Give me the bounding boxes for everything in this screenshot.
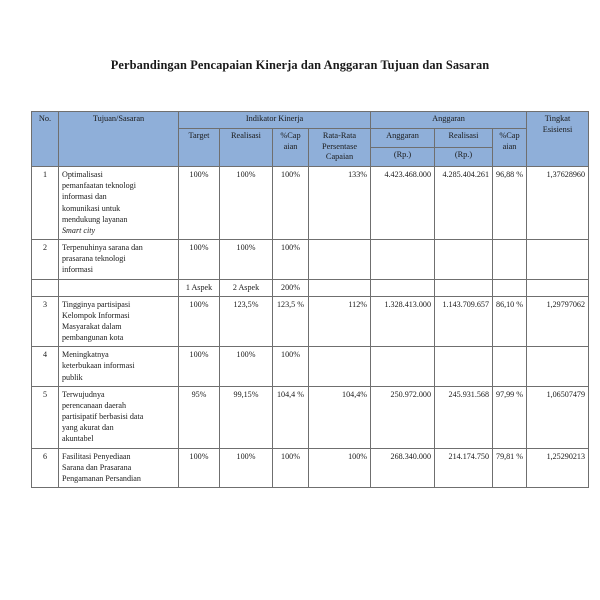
cell-tujuan xyxy=(59,347,179,386)
cell-capaian: 104,4 % xyxy=(273,386,309,448)
cell-anggaran_capaian xyxy=(493,240,527,279)
cell-tingkat_efisiensi xyxy=(527,240,589,279)
cell-target: 100% xyxy=(179,448,220,487)
cell-no: 3 xyxy=(32,296,59,347)
table-row xyxy=(32,167,589,240)
cell-anggaran_realisasi: 245.931.568 xyxy=(435,386,493,448)
tujuan-line: keterbukaan informasi xyxy=(62,361,135,371)
page-title: Perbandingan Pencapaian Kinerja dan Anggaran Tujuan dan Sasaran xyxy=(110,58,490,72)
header-cell-anggaran-realisasi-nama: Realisasi xyxy=(435,128,493,147)
cell-realisasi: 100% xyxy=(220,347,273,386)
table-row xyxy=(32,296,589,347)
cell-tujuan xyxy=(59,240,179,279)
header-row-groups xyxy=(32,112,589,129)
header-cell-tingkat-efisiensi: Tingkat Esisiensi xyxy=(527,112,589,167)
tujuan-line: Tingginya partisipasi xyxy=(62,299,131,309)
tujuan-line: Meningkatnya xyxy=(62,350,109,360)
cell-target: 100% xyxy=(179,347,220,386)
cell-no: 1 xyxy=(32,167,59,240)
table-header xyxy=(32,112,589,167)
tujuan-line: Pengamanan Persandian xyxy=(62,473,141,483)
cell-tingkat_efisiensi xyxy=(527,279,589,296)
cell-anggaran_capaian: 86,10 % xyxy=(493,296,527,347)
header-cell-anggaran-nama: Anggaran xyxy=(371,128,435,147)
header-group-anggaran: Anggaran xyxy=(371,112,527,129)
cell-realisasi: 2 Aspek xyxy=(220,279,273,296)
tujuan-line: yang akurat dan xyxy=(62,423,114,433)
cell-capaian: 123,5 % xyxy=(273,296,309,347)
table-body xyxy=(32,167,589,488)
table-row xyxy=(32,347,589,386)
header-cell-anggaran-realisasi-satuan: (Rp.) xyxy=(435,147,493,166)
cell-rata_rata: 104,4% xyxy=(309,386,371,448)
header-cell-persen-capaian: %Cap aian xyxy=(273,128,309,166)
cell-no: 5 xyxy=(32,386,59,448)
tujuan-line: partisipatif berbasisi data xyxy=(62,412,144,422)
cell-anggaran_capaian: 96,88 % xyxy=(493,167,527,240)
header-group-indikator-kinerja: Indikator Kinerja xyxy=(179,112,371,129)
cell-capaian: 100% xyxy=(273,448,309,487)
cell-anggaran: 4.423.468.000 xyxy=(371,167,435,240)
cell-anggaran_realisasi xyxy=(435,240,493,279)
cell-capaian: 100% xyxy=(273,347,309,386)
cell-anggaran: 268.340.000 xyxy=(371,448,435,487)
tujuan-line: Terwujudnya xyxy=(62,389,105,399)
tujuan-line: komunikasi untuk xyxy=(62,203,121,213)
cell-capaian: 200% xyxy=(273,279,309,296)
cell-no: 2 xyxy=(32,240,59,279)
table-row xyxy=(32,240,589,279)
cell-target: 100% xyxy=(179,296,220,347)
tujuan-line: akuntabel xyxy=(62,434,94,444)
table-row xyxy=(32,279,589,296)
cell-capaian: 100% xyxy=(273,240,309,279)
table-row xyxy=(32,448,589,487)
tujuan-line: Sarana dan Prasarana xyxy=(62,462,132,472)
cell-anggaran: 1.328.413.000 xyxy=(371,296,435,347)
tujuan-line: mendukung layanan xyxy=(62,214,128,224)
performance-budget-table-container xyxy=(31,111,586,488)
cell-tujuan xyxy=(59,279,179,296)
cell-rata_rata xyxy=(309,240,371,279)
cell-anggaran xyxy=(371,240,435,279)
header-cell-rata-rata-persentase-capaian: Rata-Rata Persentase Capaian xyxy=(309,128,371,166)
tujuan-line: informasi xyxy=(62,265,94,275)
cell-anggaran xyxy=(371,347,435,386)
cell-tingkat_efisiensi: 1,29797062 xyxy=(527,296,589,347)
tujuan-line: pembangunan kota xyxy=(62,333,124,343)
cell-rata_rata: 100% xyxy=(309,448,371,487)
cell-tingkat_efisiensi: 1,37628960 xyxy=(527,167,589,240)
cell-tujuan xyxy=(59,386,179,448)
cell-rata_rata xyxy=(309,279,371,296)
cell-anggaran: 250.972.000 xyxy=(371,386,435,448)
cell-target: 1 Aspek xyxy=(179,279,220,296)
cell-anggaran_realisasi xyxy=(435,279,493,296)
cell-realisasi: 100% xyxy=(220,448,273,487)
tujuan-line: Kelompok Informasi xyxy=(62,310,130,320)
table-row xyxy=(32,386,589,448)
tujuan-line: pemanfaatan teknologi xyxy=(62,181,136,191)
cell-anggaran_capaian: 79,81 % xyxy=(493,448,527,487)
cell-rata_rata xyxy=(309,347,371,386)
cell-target: 100% xyxy=(179,167,220,240)
cell-tingkat_efisiensi: 1,06507479 xyxy=(527,386,589,448)
cell-rata_rata: 112% xyxy=(309,296,371,347)
tujuan-line: prasarana teknologi xyxy=(62,254,126,264)
cell-anggaran_capaian xyxy=(493,347,527,386)
tujuan-line: Masyarakat dalam xyxy=(62,322,122,331)
cell-anggaran_realisasi: 4.285.404.261 xyxy=(435,167,493,240)
tujuan-line: Fasilitasi Penyediaan xyxy=(62,451,131,461)
cell-anggaran xyxy=(371,279,435,296)
cell-no: 4 xyxy=(32,347,59,386)
cell-realisasi: 100% xyxy=(220,240,273,279)
cell-anggaran_capaian xyxy=(493,279,527,296)
cell-target: 95% xyxy=(179,386,220,448)
tujuan-line: perencanaan daerah xyxy=(62,400,127,410)
cell-tujuan xyxy=(59,296,179,347)
cell-anggaran_realisasi: 214.174.750 xyxy=(435,448,493,487)
tujuan-line: informasi dan xyxy=(62,192,107,202)
cell-anggaran_realisasi: 1.143.709.657 xyxy=(435,296,493,347)
cell-target: 100% xyxy=(179,240,220,279)
cell-no: 6 xyxy=(32,448,59,487)
cell-tujuan xyxy=(59,448,179,487)
cell-anggaran_capaian: 97,99 % xyxy=(493,386,527,448)
header-cell-realisasi: Realisasi xyxy=(220,128,273,166)
cell-tujuan xyxy=(59,167,179,240)
cell-realisasi: 100% xyxy=(220,167,273,240)
header-cell-no: No. xyxy=(32,112,59,167)
cell-no xyxy=(32,279,59,296)
performance-budget-table xyxy=(31,111,589,488)
cell-tingkat_efisiensi: 1,25290213 xyxy=(527,448,589,487)
cell-capaian: 100% xyxy=(273,167,309,240)
header-cell-anggaran-satuan: (Rp.) xyxy=(371,147,435,166)
cell-anggaran_realisasi xyxy=(435,347,493,386)
cell-realisasi: 123,5% xyxy=(220,296,273,347)
cell-tingkat_efisiensi xyxy=(527,347,589,386)
header-cell-target: Target xyxy=(179,128,220,166)
tujuan-line: publik xyxy=(62,372,83,382)
tujuan-line: Terpenuhinya sarana dan xyxy=(62,243,143,253)
cell-rata_rata: 133% xyxy=(309,167,371,240)
tujuan-line: Optimalisasi xyxy=(62,170,103,180)
header-cell-anggaran-persen-capaian: %Cap aian xyxy=(493,128,527,166)
header-cell-tujuan-sasaran: Tujuan/Sasaran xyxy=(59,112,179,167)
tujuan-line-italic: Smart city xyxy=(62,225,96,235)
cell-realisasi: 99,15% xyxy=(220,386,273,448)
